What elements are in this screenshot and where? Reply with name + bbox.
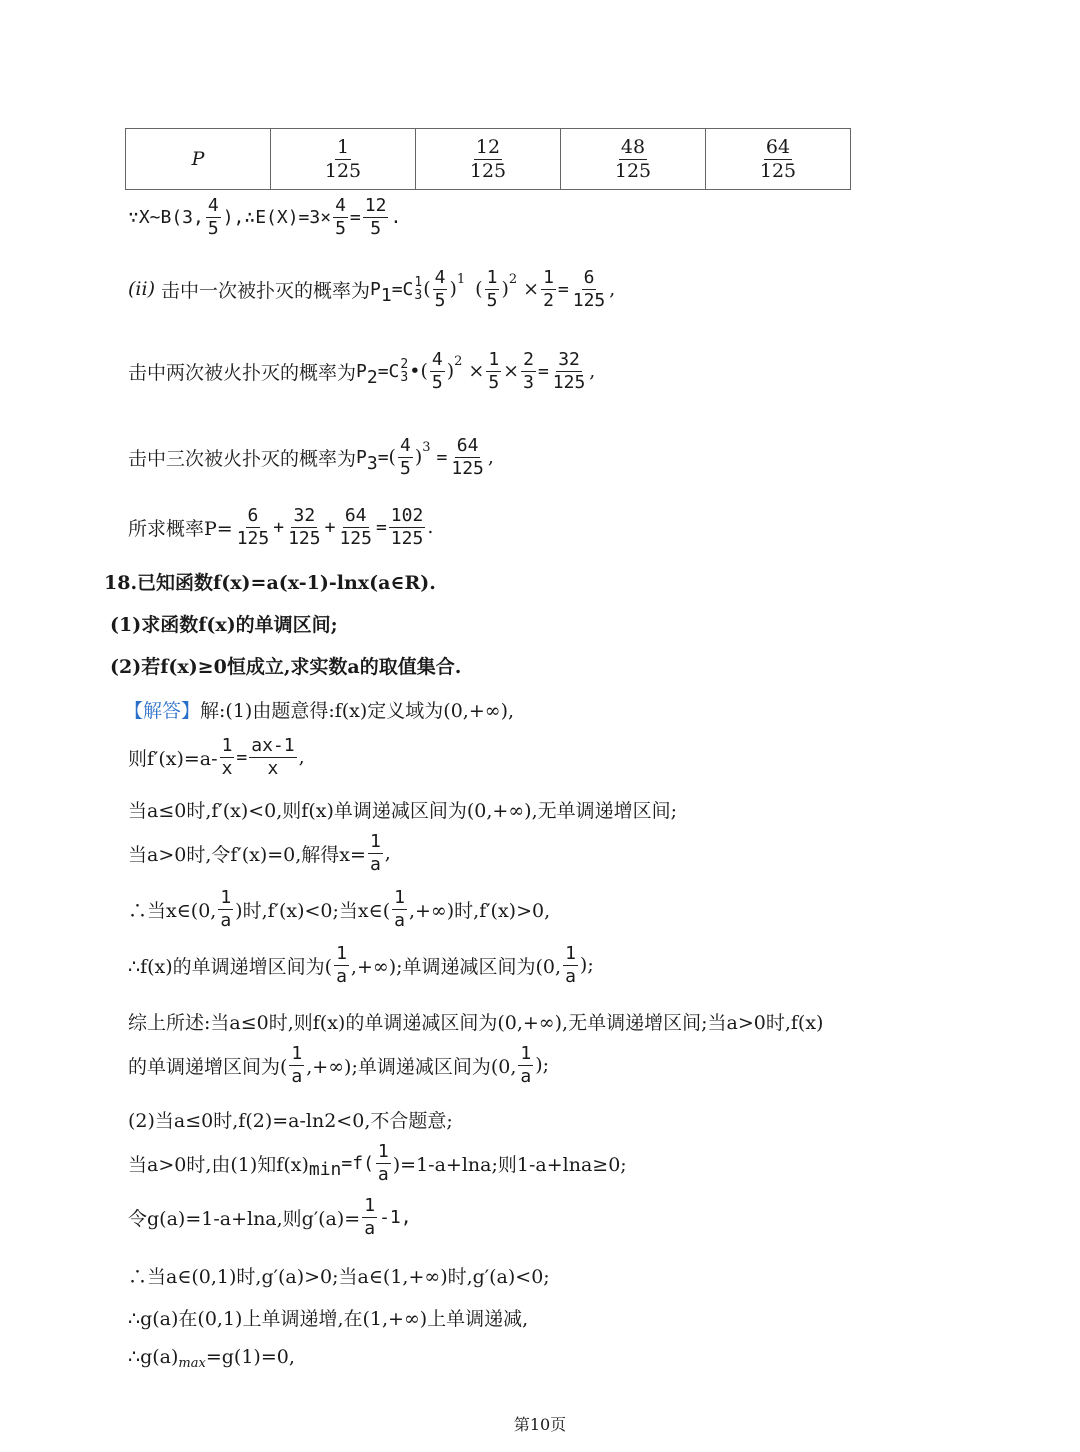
answer-l8: 的单调递增区间为( $\frac{1}{a}$ ,+∞);单调递减区间为(0, $\frac{1}{a}$ ); [128,1043,550,1087]
answer-l13: ∴g(a)在(0,1)上单调递增,在(1,+∞)上单调递减, [128,1308,529,1330]
table-row [126,129,851,190]
answer-l9: (2)当a≤0时,f(2)=a-ln2<0,不合题意; [128,1110,453,1132]
answer-l1: 【解答】 解:(1)由题意得:f(x)定义域为(0,+∞), [124,696,514,723]
table-cell: $\frac{12}{125}$ [416,129,561,190]
table-cell: $\frac{64}{125}$ [706,129,851,190]
answer-l14: ∴g(a) $_{max}$ =g(1)=0, [128,1346,295,1371]
answer-l4: 当a>0时,令f′(x)=0,解得x= $\frac{1}{a}$ , [128,831,391,875]
expectation-line: ∵X~B(3, $\frac{4}{5}$ ),∴E(X)=3× $\frac{4}{5}$ = $\frac{12}{5}$ . [128,195,402,239]
answer-tag: 【解答】 [124,700,201,722]
prob-thrice-line: 击中三次被火扑灭的概率为 P $_3$ = ( $\frac{4}{5}$ ) $^3$ = $\frac{64}{125}$ , [128,435,494,479]
question-part2: (2)若f(x)≥0恒成立,求实数a的取值集合. [110,656,462,678]
prob-twice-line: 击中两次被火扑灭的概率为 P $_2$ =C 2 3 • ( $\frac{4}{5}$ ) $^2$ × $\frac{1}{5}$ × $\frac{2}{3}$ = $\frac{32}{125}$ , [128,349,596,393]
total-prob-line: 所求概率P= $\frac{6}{125}$ + $\frac{32}{125}$ + $\frac{64}{125}$ = $\frac{102}{125}$ . [128,505,434,549]
row-label: P [126,129,271,190]
table-cell: $\frac{48}{125}$ [561,129,706,190]
answer-l7: 综上所述:当a≤0时,则f(x)的单调递减区间为(0,+∞),无单调递增区间;当a>0时,f(x) [128,1012,824,1034]
answer-l6: ∴f(x)的单调递增区间为( $\frac{1}{a}$ ,+∞);单调递减区间为(0, $\frac{1}{a}$ ); [128,943,594,987]
table-cell: $\frac{1}{125}$ [271,129,416,190]
answer-l12: ∴当a∈(0,1)时,g′(a)>0;当a∈(1,+∞)时,g′(a)<0; [128,1266,550,1288]
prob-once-line: (ii) 击中一次被扑灭的概率为 P $_1$ =C 1 3 ( $\frac{4}{5}$ ) $^1$ ( $\frac{1}{5}$ ) $^2$ × $\frac{1}{2}$ = $\frac{6}{125}$ , [128,267,616,311]
answer-l3: 当a≤0时,f′(x)<0,则f(x)单调递减区间为(0,+∞),无单调递增区间; [128,800,678,822]
answer-l5: ∴当x∈(0, $\frac{1}{a}$ )时,f′(x)<0;当x∈( $\frac{1}{a}$ ,+∞)时,f′(x)>0, [128,887,551,931]
answer-l2: 则f′(x)=a- $\frac{1}{x}$ = $\frac{ax-1}{x}$ , [128,735,305,779]
page-number: 第10页 [513,1415,567,1434]
question-title: 18.已知函数f(x)=a(x-1)-lnx(a∈R). [104,572,436,594]
question-part1: (1)求函数f(x)的单调区间; [110,614,338,636]
probability-table [125,128,851,190]
answer-l10: 当a>0时,由(1)知f(x) $_{min}$ =f( $\frac{1}{a}$ )=1-a+lna;则1-a+lna≥0; [128,1141,627,1185]
answer-l11: 令g(a)=1-a+lna,则g′(a)= $\frac{1}{a}$ -1, [128,1195,412,1239]
